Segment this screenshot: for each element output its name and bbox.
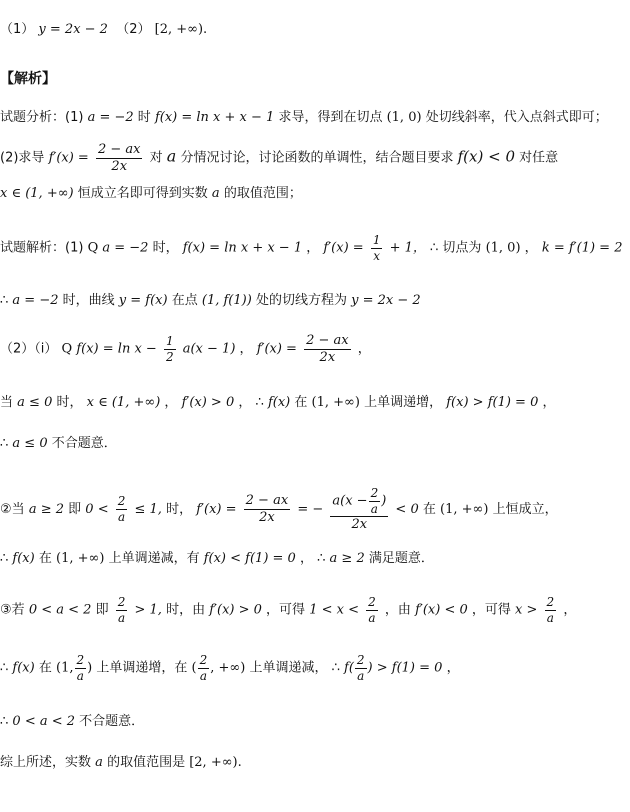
s1-plus: + 1， [389,240,426,256]
s1-point: (1, 0) [485,240,521,256]
fraction-numerator: 2 [546,595,555,609]
fraction-numerator: 1 [165,334,174,349]
s3-prefix: （2）（i） [0,341,58,357]
s4-f: f(x) [267,395,291,410]
s1-function: f(x) = ln x + x − 1 [182,240,303,256]
s8-gt: > 1, [134,602,162,618]
s1-comma-2: ， [524,240,538,256]
s4-text-2: 时， [56,395,83,410]
solution-line-10 [0,710,626,729]
solution-line-2 [0,289,626,308]
fraction-numerator: 2 [370,486,379,500]
s9-interval-2-open: ( [191,660,197,676]
answer-2: [2, +∞). [154,22,208,37]
s6-text-1: 当 [11,501,25,517]
s8-fraction-3 [545,596,557,624]
analysis-2-condition: f(x) < 0 [457,147,515,166]
s1-derivative: f′(x) = [323,240,364,256]
analysis-2-end: 对任意 [519,150,559,166]
s4-comma-3: ， [542,395,556,410]
fraction-numerator: 2 [368,595,376,609]
s10-therefore: ∴ [0,714,9,729]
fraction-denominator: 2x [319,349,336,365]
s8-derivative-pos: f′(x) > 0 [209,602,262,618]
s9-text-1: 在 [38,660,52,676]
s8-text-4: ，可得 [266,602,306,618]
analysis-function: f(x) = ln x + x − 1 [154,110,275,125]
fraction-denominator: 2x [259,509,275,525]
fraction-denominator: 2x [351,517,368,533]
s3-end: ， [357,341,371,357]
s6-text-5: 上恒成立， [492,501,558,517]
analysis-2-fraction [96,143,143,173]
solution-line-11 [0,751,626,770]
s6-text-3: 时， [166,501,193,517]
s1-condition: a = −2 [102,240,149,256]
s7-f: f(x) [12,551,35,566]
fraction-denominator: a [76,668,84,683]
s4-comma-2: ， [238,395,252,410]
s7-condition: a ≥ 2 [329,551,365,566]
s9-text-2: 上单调递增，在 [96,660,188,676]
fraction-numerator: 2 [76,653,85,667]
s11-var-a: a [95,755,103,770]
analysis-3-condition: x ∈ (1, +∞) [0,186,74,201]
fraction-denominator: a [370,501,378,516]
s9-interval-2-close: , +∞) [210,660,246,676]
fraction-numerator: 2 − ax [97,142,141,157]
s2-condition: a = −2 [12,293,59,308]
s6-le: ≤ 1, [134,501,162,517]
fraction-denominator: a [546,610,554,625]
analysis-3-var-a: a [211,186,220,201]
s8-text-5: ，由 [384,602,411,618]
fraction-denominator: a [117,610,126,625]
s10-condition: 0 < a < 2 [12,714,76,729]
analysis-line-3 [0,182,626,201]
case-3-marker: ③ [0,602,12,618]
s5-text: 不合题意． [51,436,117,451]
s2-text-1: 时，曲线 [62,293,115,308]
s6-interval: (1, +∞) [440,501,489,517]
s11-text-2: 的取值范围是 [107,755,186,770]
s6-inner-fraction [369,487,381,515]
analysis-text-1: 求导，得到在切点 [278,110,383,125]
section-title: 【解析】 [0,71,56,87]
s7-text-1: 在 [38,551,52,566]
analysis-line-1 [0,106,626,125]
analysis-3-text-1: 恒成立名即可得到实数 [77,186,208,201]
s8-text-6: ，可得 [471,602,511,618]
answer-1: y = 2x − 2 [38,22,108,37]
analysis-when: 时 [137,110,151,125]
s4-text-1: 当 [0,395,14,410]
s2-point: (1, f(1)) [201,293,252,308]
s10-text: 不合题意． [79,714,145,729]
solution-line-4 [0,391,626,410]
solution-line-3 [0,334,626,364]
s8-text-2: 即 [95,602,109,618]
s9-f-open: f( [344,660,354,676]
fraction-numerator: 1 [372,233,381,247]
fraction-numerator: 2 [117,494,126,509]
s6-zero: 0 < [85,501,109,517]
solution-line-1 [0,234,626,262]
fraction-denominator: a [117,509,126,524]
s8-fraction-1 [116,596,128,624]
s11-text-1: 综上所述，实数 [0,755,92,770]
s3-function: f(x) = ln x − [76,341,157,357]
s11-range: [2, +∞). [189,755,242,770]
s6-fraction-2 [244,494,291,524]
s4-condition: a ≤ 0 [17,395,53,410]
solution-line-8 [0,596,626,624]
s5-therefore: ∴ [0,436,9,451]
s7-interval: (1, +∞) [56,551,105,566]
case-2-marker: ② [0,501,12,517]
s9-fraction-2 [198,654,210,682]
s6-num-a: a(x − [332,493,368,509]
s6-num-b: ) [381,493,387,509]
analysis-2-prefix: (2)求导 [0,150,45,166]
s3-derivative: f′(x) = [256,341,297,357]
fraction-numerator: 2 − ax [245,493,289,509]
answer-label-1: （1） [0,22,35,37]
s1-therefore: ∴ 切点为 [430,240,482,256]
s4-interval: (1, +∞) [311,395,360,410]
s9-comma: ， [446,660,460,676]
s8-text-3: 时，由 [166,602,206,618]
solution-line-9 [0,654,626,682]
s4-text-3: 在 [294,395,308,410]
s2-text-2: 在点 [171,293,198,308]
solution-prefix: 试题解析：(1) [0,240,84,256]
s4-comma-1: ， [164,395,178,410]
analysis-condition: a = −2 [87,110,134,125]
s8-condition: 0 < a < 2 [28,602,92,618]
fraction-denominator: a [368,610,376,625]
s9-text-3: 上单调递减， [249,660,328,676]
s6-text-4: 在 [422,501,436,517]
s2-curve: y = f(x) [118,293,168,308]
s9-therefore-2: ∴ [331,660,340,676]
analysis-3-text-2: 的取值范围； [223,186,302,201]
s6-condition: a ≥ 2 [28,501,64,517]
fraction-numerator: 2 − ax [306,333,349,348]
s1-fraction [371,234,383,262]
analysis-2-text-2: 分情况讨论，讨论函数的单调性，结合题目要求 [180,150,454,166]
s9-therefore: ∴ [0,660,9,676]
s5-condition: a ≤ 0 [12,436,48,451]
fraction-denominator: a [357,668,365,683]
because-symbol: Q [61,341,73,357]
answer-label-2: （2） [116,22,151,37]
analysis-prefix: 试题分析：(1) [0,110,84,125]
s8-x-gt: x > [515,602,538,618]
fraction-denominator: x [373,248,381,263]
s1-slope: k = f′(1) = 2 [541,240,623,256]
analysis-2-var-a: a [166,146,177,166]
fraction-numerator: 2 [356,653,365,667]
fraction-numerator: 2 [199,653,208,667]
analysis-text-2: 处切线斜率，代入点斜式即可； [425,110,608,125]
s6-fraction-1 [116,495,128,523]
fraction-denominator: 2 [165,349,174,364]
s3-half-fraction [164,335,176,363]
fraction-numerator [330,487,388,517]
s3-tail: a(x − 1) [182,341,236,357]
s6-equals: = − [297,501,324,517]
solution-line-6 [0,487,626,532]
s9-fraction-3 [355,654,367,682]
s1-comma-1: ， [306,240,320,256]
because-symbol: Q [87,240,99,256]
analysis-2-derivative: f′(x) = [48,150,89,166]
fraction-numerator: 2 [117,595,126,609]
solution-line-5 [0,432,626,451]
s7-therefore-2: ∴ [317,551,326,566]
s4-text-4: 上单调递增， [364,395,443,410]
fraction-denominator: a [199,668,207,683]
analysis-point: (1, 0) [386,110,422,125]
s9-interval-1-open: (1, [56,660,74,676]
s7-text-3: 满足题意． [368,551,434,566]
s2-therefore: ∴ [0,293,9,308]
answer-line [0,18,626,37]
s9-fraction-1 [75,654,87,682]
s8-range: 1 < x < [309,602,359,618]
s4-inequality: f(x) > f(1) = 0 [446,395,539,410]
s4-therefore: ∴ [255,395,264,410]
s2-tangent-equation: y = 2x − 2 [351,293,421,308]
s7-inequality: f(x) < f(1) = 0 [203,551,296,566]
s8-text-1: 若 [11,602,25,618]
s3-fraction [304,334,351,364]
analysis-line-2 [0,143,626,173]
s6-text-2: 即 [68,501,82,517]
s7-text-2: 上单调递减，有 [108,551,200,566]
s8-fraction-2 [366,596,378,624]
s9-f-close: ) > f(1) = 0 [367,660,443,676]
s7-therefore: ∴ [0,551,9,566]
s4-derivative: f′(x) > 0 [181,395,235,410]
s8-derivative-neg: f′(x) < 0 [415,602,468,618]
s9-f: f(x) [12,660,35,676]
s6-fraction-3 [330,487,388,532]
s6-derivative: f′(x) = [196,501,237,517]
fraction-denominator: 2x [111,158,128,174]
solution-line-7 [0,547,626,566]
s1-when: 时， [152,240,179,256]
analysis-2-text-1: 对 [149,150,163,166]
s3-comma: ， [239,341,253,357]
s2-text-3: 处的切线方程为 [255,293,347,308]
s4-domain: x ∈ (1, +∞) [86,395,161,410]
s9-interval-1-close: ) [87,660,93,676]
s6-lt: < 0 [395,501,419,517]
s8-comma: ， [563,602,577,618]
s7-comma: ， [299,551,313,566]
